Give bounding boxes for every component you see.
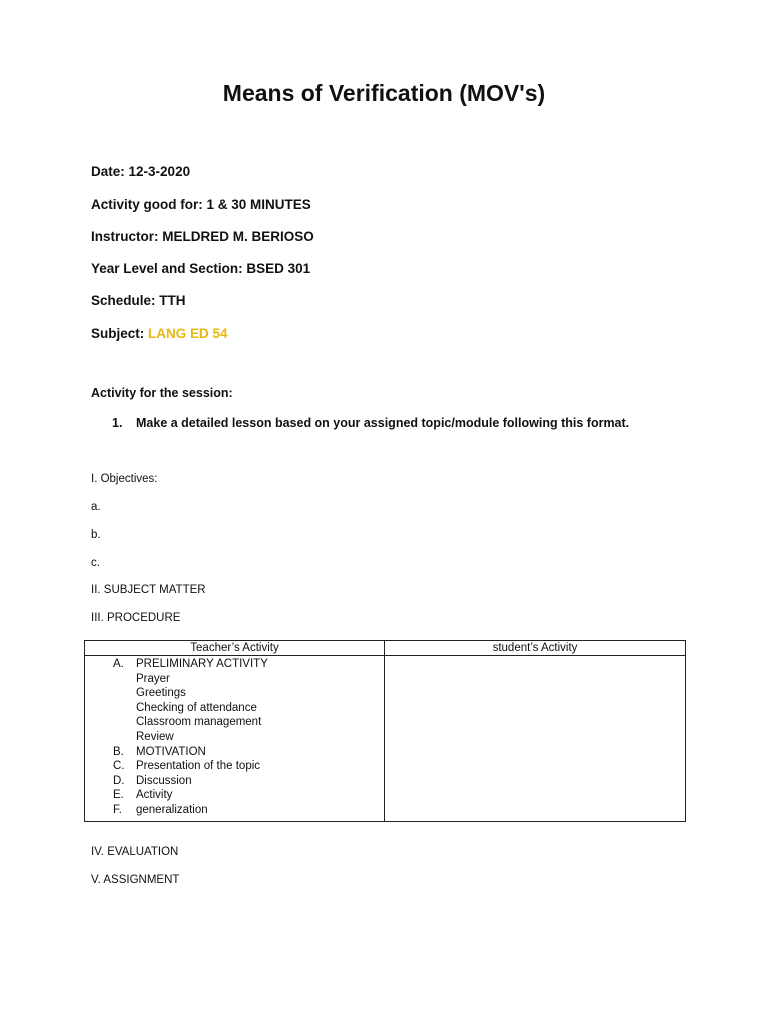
list-item-text: Prayer	[136, 672, 170, 685]
list-item-letter: F.	[113, 803, 122, 816]
list-item-text: generalization	[136, 803, 208, 816]
evaluation-heading: IV. EVALUATION	[91, 846, 179, 858]
date-field	[91, 164, 190, 179]
table-header-row	[85, 641, 686, 656]
list-item	[85, 672, 384, 687]
procedure-table	[84, 640, 686, 822]
year-section-value: BSED 301	[246, 261, 311, 276]
assignment-heading: V. ASSIGNMENT	[91, 874, 180, 886]
session-heading: Activity for the session:	[91, 386, 233, 400]
list-item	[85, 788, 384, 803]
list-item-text: Discussion	[136, 774, 192, 787]
schedule-field	[91, 293, 186, 308]
activity-duration-label: Activity good for:	[91, 197, 203, 212]
list-item-text: Checking of attendance	[136, 701, 257, 714]
subject-label: Subject:	[91, 326, 145, 341]
list-item	[85, 657, 384, 672]
list-item	[85, 730, 384, 745]
schedule-label: Schedule:	[91, 293, 156, 308]
list-item-letter: B.	[113, 745, 124, 758]
document-title: Means of Verification (MOV's)	[222, 80, 546, 106]
objective-a: a.	[91, 501, 101, 513]
instructor-label: Instructor:	[91, 229, 159, 244]
objective-b: b.	[91, 529, 101, 541]
list-item-text: Classroom management	[136, 716, 262, 729]
date-label: Date:	[91, 164, 125, 179]
list-item	[85, 715, 384, 730]
list-item-text: Activity	[136, 789, 173, 802]
schedule-value: TTH	[159, 293, 186, 308]
objectives-heading: I. Objectives:	[91, 473, 158, 485]
year-section-field	[91, 261, 310, 276]
activity-duration-field	[91, 197, 311, 212]
table-row	[85, 656, 686, 822]
list-item	[85, 803, 384, 818]
list-item	[85, 759, 384, 774]
subject-value: LANG ED 54	[148, 326, 228, 341]
list-item-letter: C.	[113, 760, 125, 773]
list-item-text: Review	[136, 730, 174, 743]
objective-c: c.	[91, 557, 100, 569]
instructor-field	[91, 229, 314, 244]
list-item	[85, 774, 384, 789]
list-item-text: MOTIVATION	[136, 745, 206, 758]
list-item	[85, 701, 384, 716]
list-item-text: PRELIMINARY ACTIVITY	[136, 658, 268, 670]
activity-duration-value: 1 & 30 MINUTES	[206, 197, 311, 212]
subject-matter-heading: II. SUBJECT MATTER	[91, 584, 206, 596]
instructor-value: MELDRED M. BERIOSO	[162, 229, 314, 244]
subject-field	[91, 326, 228, 341]
session-item-text: Make a detailed lesson based on your assigned topic/module following this format.	[136, 416, 630, 430]
teacher-activity-cell	[85, 656, 385, 822]
list-item-text: Greetings	[136, 687, 186, 700]
date-value: 12-3-2020	[128, 164, 191, 179]
year-section-label: Year Level and Section:	[91, 261, 243, 276]
procedure-heading: III. PROCEDURE	[91, 612, 181, 624]
student-activity-cell	[385, 656, 686, 822]
list-item	[85, 686, 384, 701]
list-item-letter: A.	[113, 658, 124, 670]
teacher-activity-header: Teacher’s Activity	[85, 641, 385, 656]
list-item-letter: E.	[113, 789, 124, 802]
list-item-text: Presentation of the topic	[136, 760, 261, 773]
student-activity-header: student’s Activity	[385, 641, 686, 656]
session-item-number: 1.	[112, 416, 123, 430]
list-item	[85, 745, 384, 760]
list-item-letter: D.	[113, 774, 125, 787]
